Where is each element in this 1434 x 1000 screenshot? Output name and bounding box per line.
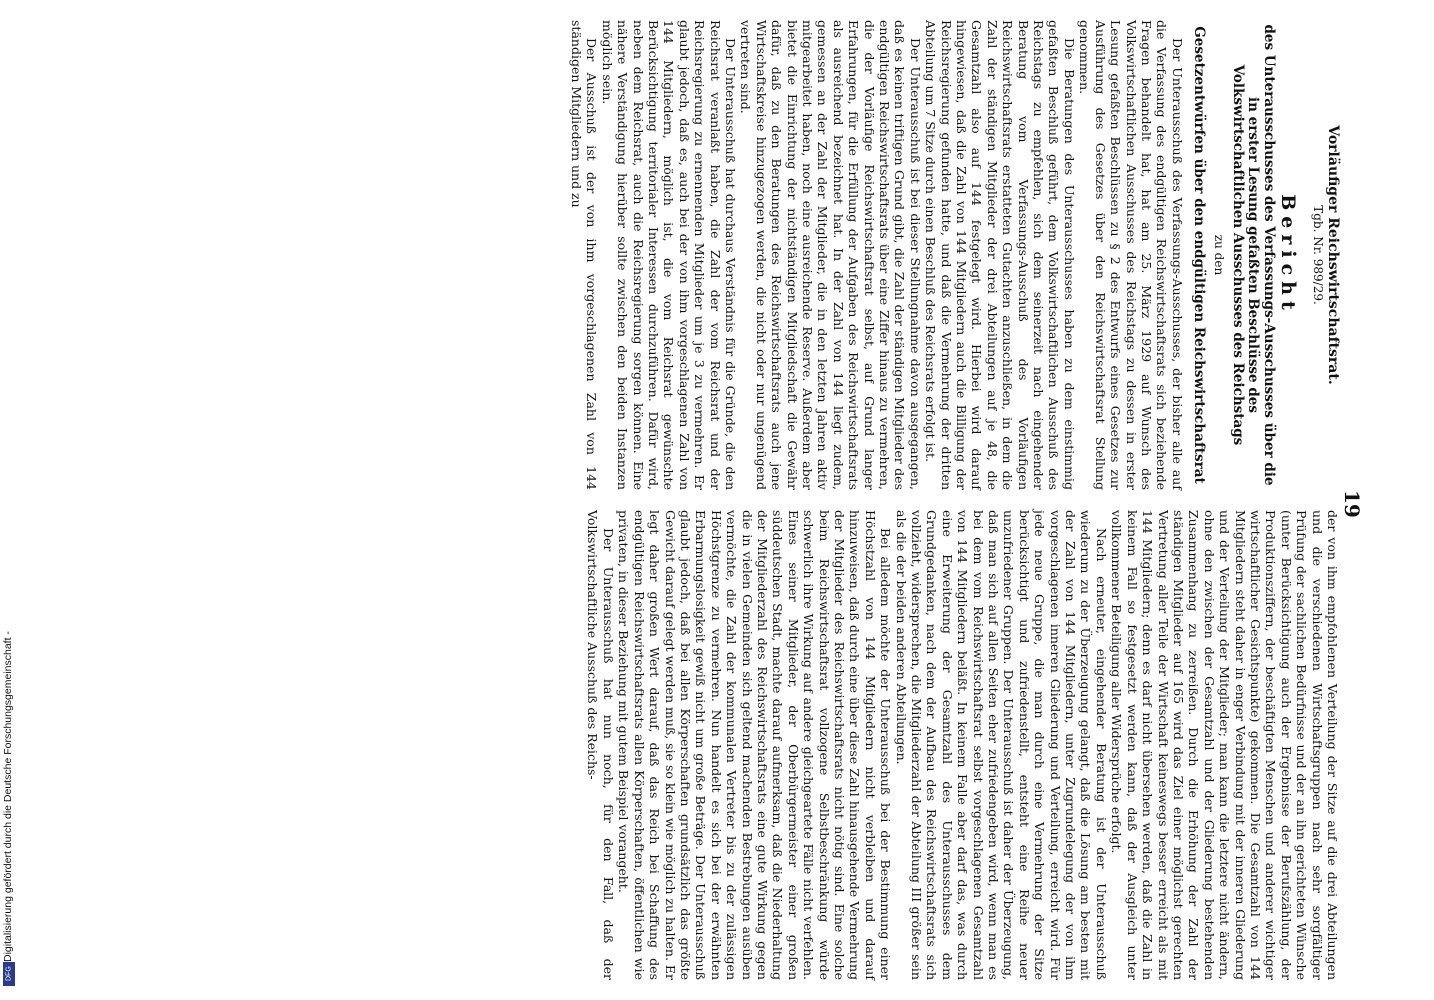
paragraph: Der Ausschuß ist der von ihm vorgeschlagenen Zahl von 144 ständigen Mitgliedern und zu (568, 20, 600, 490)
paragraph: Die Beratungen des Unterausschusses haben zu dem einstimmig gefaßten Beschluß geführt, dem Volkswirtschaftlichen Ausschuß des Reichstags zu empfehlen, sich dem seinerzeit nach eingehender Beratung vom Verfassungs-Ausschuß des Vorläufigen Reichswirtschaftsrats erstatteten Gutachten anzuschließen, in dem die Zahl der ständigen Mitglieder der drei Abteilungen auf je 48, die Gesamtzahl also auf 144 festgelegt wird. Hierbei wird darauf hingewiesen, daß die Zahl von 144 Mitgliedern auch die Billigung der Reichsregierung gefunden hatte, und daß die Vermehrung der dritten Abteilung um 7 Sitze durch einen Beschluß des Reichsrats erfolgt ist. (923, 20, 1077, 490)
paragraph: Nach erneuter, eingehender Beratung ist der Unterausschuß wiederum zu der Überzeugung gelangt, daß die Lösung am besten mit der Zahl von 144 Mitgliedern, unter Zugrundelegung der von ihm vorgeschlagenen inneren Gliederung und Verteilung, erreicht wird. Für jede neue Gruppe, die man durch eine Vermehrung der Sitze berücksichtigt und zufriedenstellt, entsteht eine Reihe neuer unzufriedener Gruppen. Der Unterausschuß ist daher der Überzeugung, daß man sich auf allen Seiten eher zufriedengeben wird, wenn man es bei dem vom Reichswirtschaftsrat selbst vorgeschlagenen Gesamtzahl von 144 Mitgliedern beläßt. In keinem Falle aber darf das, was durch eine Erweiterung der Gesamtzahl des Unterausschusses dem Grundgedanken, nach dem der Aufbau des Reichswirtschaftsrats sich vollzieht, widersprechen, die Mitgliederzahl der Abteilung III größer sein als die der beiden anderen Abteilungen. (893, 510, 1109, 980)
document-title: Bericht (1277, 194, 1300, 316)
paragraph: Der Unterausschuß hat nun noch, für den Fall, daß der Volkswirtschaftliche Ausschuß des Reichs- (585, 510, 616, 980)
left-column (569, 20, 1341, 490)
document-header: Vorläufiger Reichswirtschaftsrat. (1325, 125, 1341, 385)
page-number: 19 (1340, 490, 1364, 518)
paragraph: Der Unterausschuß ist bei dieser Stellungnahme davon ausgegangen, daß es keinen triftigen Grund gibt, die Zahl der ständigen Mitglieder des endgültigen Reichswirtschaftsrats über eine Ziffer hinaus zu vermehren, die der Vorläufige Reichswirtschaftsrat selbst, auf Grund langer Erfahrungen, für die Erfüllung der Aufgaben des Reichswirtschaftsrats als ausreichend bezeichnet hat. In der Zahl von 144 liegt zudem, gemessen an der Zahl der Mitglieder, die in den letzten Jahren aktiv mitgearbeitet haben, noch eine ausreichende Reserve. Außerdem aber bietet die Einrichtung der nichtständigen Mitgliedschaft die Gewähr dafür, daß zu den Beratungen des Reichswirtschaftsrats auch jene Wirtschaftskreise hinzugezogen werden, die nicht oder nur ungenügend vertreten sind. (738, 20, 923, 490)
document-subtitle-2: Gesetzentwürfen über den endgültigen Reichswirtschaftsrat (1191, 26, 1208, 484)
paragraph: Der Unterausschuß des Verfassungs-Ausschusses, der bisher alle auf die Verfassung des endgültigen Reichswirtschaftsrats sich beziehende Fragen behandelt hat, hat am 25. März 1929 auf Wunsch des Volkswirtschaftlichen Ausschusses des Reichstags zu dessen in erster Lesung gefaßten Beschlüssen zu § 2 des Entwurfs eines Gesetzes zur Ausführung des Gesetzes über den Reichswirtschaftsrat Stellung genommen. (1077, 20, 1185, 490)
footer: Digitalisierung gefördert durch die Deutsche Forschungsgemeinschaft - DFG (2, 2, 16, 992)
document-zu: zu den (1211, 234, 1226, 276)
right-column (585, 510, 1340, 980)
paragraph: der von ihm empfohlenen Verteilung der Sitze auf die drei Abteilungen und die verschiedenen Wirtschaftsgruppen nach sehr sorgfältiger Prüfung der sachlichen Bedürfnisse und der an ihn gerichteten Wünsche (unter Berücksichtigung auch der Ergebnisse der Berufszählung, der Produktionsziffern, der beschäftigten Menschen und anderer wichtiger wirtschaftlicher Gesichtspunkte) gekommen. Die Gesamtzahl von 144 Mitgliedern steht daher in enger Verbindung mit der inneren Gliederung und der Verteilung der Mitglieder; man kann die letztere nicht ändern, ohne den zwischen der Gesamtzahl und der Gliederung bestehenden Zusammenhang zu zerreißen. Durch die Erhöhung der Zahl der ständigen Mitglieder auf 165 wird das Ziel einer möglichst gerechten Vertretung aller Teile der Wirtschaft keineswegs besser erreicht als mit 144 Mitgliedern; denn es darf nicht übersehen werden, daß die Zahl in keinem Fall so festgesetzt werden kann, daß der Ausgleich unter vollkommener Beteiligung aller Widersprüche erfolgt. (1109, 510, 1340, 980)
paragraph: Der Unterausschuß hat durchaus Verständnis für die Gründe, die den Reichsrat veranlaßt haben, die Zahl der vom Reichsrat und der Reichsregierung zu ernennenden Mitglieder um je 3 zu vermehren. Er glaubt jedoch, daß es, auch bei der von ihm vorgeschlagenen Zahl von 144 Mitgliedern, möglich ist, die vom Reichsrat gewünschte Berücksichtigung territorialer Interessen durchzuführen. Dafür wird, neben dem Reichsrat, auch die Reichsregierung sorgen können. Eine nähere Verständigung hierüber sollte zwischen den beiden Instanzen möglich sein. (599, 20, 738, 490)
document-subtitle: des Unterausschusses des Verfassungs-Ausschusses über die in erster Lesung gefaßten Beschlüsse des Volkswirtschaftlichen Ausschusses des Reichstags (1229, 24, 1277, 486)
paragraph: Bei alledem möchte der Unterausschuß bei der Bestimmung einer Höchstzahl von 144 Mitgliedern nicht verbleiben und darauf hinzuweisen, daß durch eine über diese Zahl hinausgehende Vermehrung der Mitglieder des Reichswirtschaftsrats nicht nötig sind. Eine solche beim Reichswirtschaftsrat vollzogene Selbstbeschränkung würde schwerlich ihre Wirkung auf andere gleichgeartete Fälle nicht verfehlen. Eines seiner Mitglieder, der Oberbürgermeister einer großen süddeutschen Stadt, machte darauf aufmerksam, daß die Niederhaltung der Mitgliederzahl des Reichswirtschaftsrats eine gute Wirkung gegen die in vielen Gemeinden sich geltend machenden Bestrebungen ausüben vermöchte, die Zahl der kommunalen Vertreter bis zu der zulässigen Höchstgrenze zu vermehren. Nun handelt es sich bei der erwähnten Erbarmungslosigkeit gewiß nicht um große Beträge. Der Unterausschuß glaubt jedoch, daß bei allen Körperschaften grundsätzlich das größte Gewicht darauf gelegt werden muß, sie so klein wie möglich zu halten. Er legt daher großen Wert darauf, daß das Reich bei Schaffung des endgültigen Reichswirtschaftsrats allen Körperschaften, öffentlichen wie privaten, in dieser Beziehung mit gutem Beispiel vorangeht. (616, 510, 894, 980)
dfg-logo-icon: DFG (3, 962, 15, 986)
document-reference: Tgb. Nr. 989/29. (1310, 205, 1325, 305)
